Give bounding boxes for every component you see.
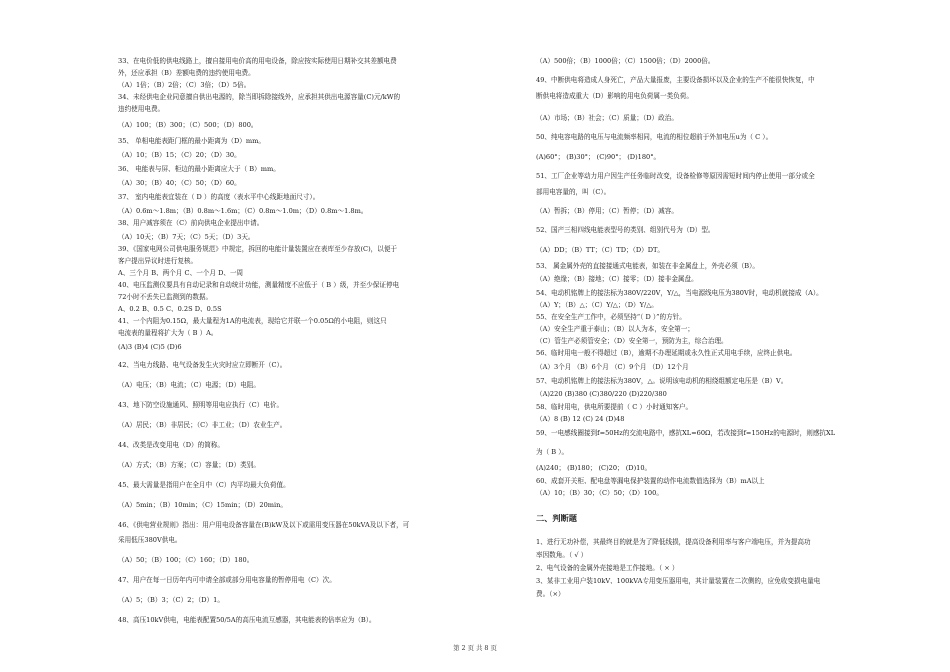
text-line: （A）DD；（B）TT；（C）TD；（D）DT。: [536, 246, 665, 254]
text-line: 51、工厂企业等动力用户因生产任务临时改变，设备检修等原因需短时间内停止使用一部分或全: [536, 172, 815, 180]
text-line: 费。（×）: [536, 590, 565, 598]
text-line: 部用电容量的，叫（C）。: [536, 188, 611, 196]
text-line: （A）居民；（B）非居民；（C）非工业；（D）农业生产。: [118, 421, 287, 429]
text-line: （A）500倍；（B）1000倍；（C）1500倍；（D）2000倍。: [536, 57, 715, 65]
text-line: 35、 单相电能表距门框的最小距离为（D）mm。: [118, 137, 265, 145]
text-line: 40、电压监测仪要具有自动记录和自动统计功能，测量精度不应低于（ B ）级，并至少保证停电: [118, 281, 400, 289]
text-line: 41、一个内阻为0.15Ω，最大量程为1A的电流表，现给它并联一个0.05Ω的小电阻，则这只: [118, 317, 387, 325]
text-line: 36、 电能表与屏、柜边的最小距离应大于（ B）mm。: [118, 165, 280, 173]
text-line: 客户提出异议时进行复核。: [118, 257, 198, 265]
text-line: 3、某非工业用户装10kV、100kVA专用变压器用电，其计量装置在二次侧的，应免收变损电量电: [536, 577, 821, 585]
text-line: A、0.2 B、0.5 C、0.2S D、0.5S: [118, 305, 222, 313]
text-line: 55、在安全生产工作中，必须坚持“（ D ）”的方针。: [536, 313, 686, 321]
text-line: 采用低压380V供电。: [118, 536, 182, 544]
text-line: （A）5；（B）3；（C）2；（D）1。: [118, 596, 224, 604]
text-line: （A）Y；（B）△；（C）Y/△；（D）Y/△。: [536, 301, 658, 309]
text-line: （A）30；（B）40；（C）50；（D）60。: [118, 179, 241, 187]
text-line: 72小时不丢失已监测到的数据。: [118, 293, 213, 301]
text-line: （A）3个月 （B）6个月 （C）9个月 （D）12个月: [536, 363, 689, 371]
text-line: （A）方式；（B）方案；（C）容量；（D）类别。: [118, 461, 260, 469]
text-line: （A)220 (B)380 (C)380/220 (D)220/380: [536, 390, 667, 398]
text-line: 率因数角。（ √ ）: [536, 551, 588, 559]
text-line: A、三个月 B、两个月 C、一个月 D、一周: [118, 269, 244, 277]
text-line: 45、最大需量是指用户在全月中（C）内平均最大负荷值。: [118, 481, 290, 489]
text-line: 39、《国家电网公司供电服务规范》中规定，拆回的电能计量装置应在表库至少存放(C)，以便于: [118, 245, 398, 253]
text-line: 60、成套开关柜、配电盘等漏电保护装置的动作电流数值选择为（B）mA以上: [536, 477, 765, 485]
text-line: 58、临时用电，供电所要提前（ C ）小时通知客户。: [536, 403, 693, 411]
text-line: 44、改类是改变用电（D）的简称。: [118, 441, 224, 449]
page-number-footer: 第 2 页 共 8 页: [453, 644, 497, 652]
text-line: 33、在电价低的供电线路上，擅自接用电价高的用电设备，除应按实际使用日期补交其差额电费: [118, 57, 397, 65]
text-line: 电流表的量程将扩大为（ B ）A。: [118, 329, 218, 337]
section-heading: 二、判断题: [536, 513, 577, 523]
text-line: 38、用户减容须在（C）前向供电企业提出申请。: [118, 219, 264, 227]
text-line: 违约使用电费。: [118, 105, 165, 113]
text-line: （A）10天；（B）7天；（C）5天；（D）3天。: [118, 233, 255, 241]
text-line: (A)3 (B)4 (C)5 (D)6: [118, 343, 182, 351]
text-line: 52、国产三相四线电能表型号的类别、组别代号为（D）型。: [536, 226, 715, 234]
text-line: （A）5min；（B）10min；（C）15min；（D）20min。: [118, 501, 287, 509]
text-line: 49、中断供电将造成人身死亡，产品大量报废，主要设备损坏以及企业的生产不能很快恢复，中: [536, 76, 815, 84]
text-line: 1、进行无功补偿，其最终目的就是为了降低线损，提高设备利用率与客户端电压，并为提高功: [536, 538, 811, 546]
text-line: 54、电动机铭牌上的接法标为380V/220V，Y/△，当电源线电压为380V时，电动机就接成（A）。: [536, 289, 823, 297]
text-line: 47、用户在每一日历年内可申请全部或部分用电容量的暂停用电（C）次。: [118, 576, 336, 584]
text-line: 56、临时用电一般不得超过（B），逾期不办理延期或永久性正式用电手续，应终止供电。: [536, 349, 797, 357]
text-line: （A）50；（B）100；（C）160；（D）180。: [118, 556, 254, 564]
text-line: （A）安全生产重于泰山；（B）以人为本，安全第一；: [536, 325, 694, 333]
text-line: (A)60°； (B)30°； (C)90°； (D)180°。: [536, 153, 661, 161]
text-line: 48、高压10kV供电，电能表配置50/5A的高压电流互感器，其电能表的倍率应为（B）。: [118, 616, 376, 624]
text-line: 43、地下防空设施通风、照明等用电应执行（C）电价。: [118, 401, 284, 409]
text-line: 59、一电感线圈接到f=50Hz的交流电路中，感抗XL=60Ω，若改接到f=150Hz的电源时，则感抗XL: [536, 429, 836, 437]
text-line: 断供电将造成重大（D）影响的用电负荷属一类负荷。: [536, 92, 693, 100]
text-line: 42、当电力线路、电气设备发生火灾时应立即断开（C）。: [118, 361, 287, 369]
text-line: （A）市场；（B）社会；（C）质量；（D）政治。: [536, 114, 678, 122]
text-line: （A）电压；（B）电流；（C）电源；（D）电阻。: [118, 381, 260, 389]
text-line: （A）8 (B) 12 (C) 24 (D)48: [536, 415, 625, 423]
text-line: （A）暂拆；（B）停用；（C）暂停；（D）减容。: [536, 207, 678, 215]
text-line: （A）10；（B）30；（C）50；（D）100。: [536, 489, 663, 497]
text-line: 57、电动机铭牌上的接法标为380V，△。说明该电动机的相绕组额定电压是（B）V。: [536, 377, 788, 385]
text-line: 2、电气设备的金属外壳接地是工作接地。（ × ）: [536, 564, 679, 572]
text-line: （A）绝缘；（B）接地；（C）接零；（D）接非金属盘。: [536, 275, 698, 283]
text-line: 50、纯电容电路的电压与电流频率相同，电流的相位超前于外加电压u为（ C ）。: [536, 133, 773, 141]
text-line: 34、未经供电企业同意擅自供出电源的，除当即拆除接线外，应承担其供出电源容量(C)元/kW的: [118, 93, 401, 101]
text-line: （A）1倍；（B）2倍；（C）3倍；（D）5倍。: [118, 81, 251, 89]
text-line: （A）100；（B）300；（C）500；（D）800。: [118, 121, 258, 129]
text-line: （A）0.6m～1.8m；（B）0.8m～1.6m；（C）0.8m～1.0m；（D）0.8m～1.8m。: [118, 207, 368, 215]
text-line: （A）10；（B）15；（C）20；（D）30。: [118, 151, 241, 159]
text-line: （C）管生产必须管安全；（D）安全第一，预防为主，综合治理。: [536, 337, 728, 345]
text-line: (A)240； (B)180； (C)20； (D)10。: [536, 464, 652, 472]
text-line: 37、 室内电能表宜装在（ D ）的高度（表水平中心线距地面尺寸）。: [118, 193, 320, 201]
text-line: 53、 属金属外壳的直接接通式电能表，如装在非金属盘上，外壳必须（B）。: [536, 262, 760, 270]
text-line: 46、《供电营业规则》指出：用户用电设备容量在(B)kW及以下或需用变压器在50kVA及以下者，可: [118, 521, 410, 529]
text-line: 为（ B ）。: [536, 448, 569, 456]
text-line: 外，还应承担（B）差额电费的违约使用电费。: [118, 69, 255, 77]
